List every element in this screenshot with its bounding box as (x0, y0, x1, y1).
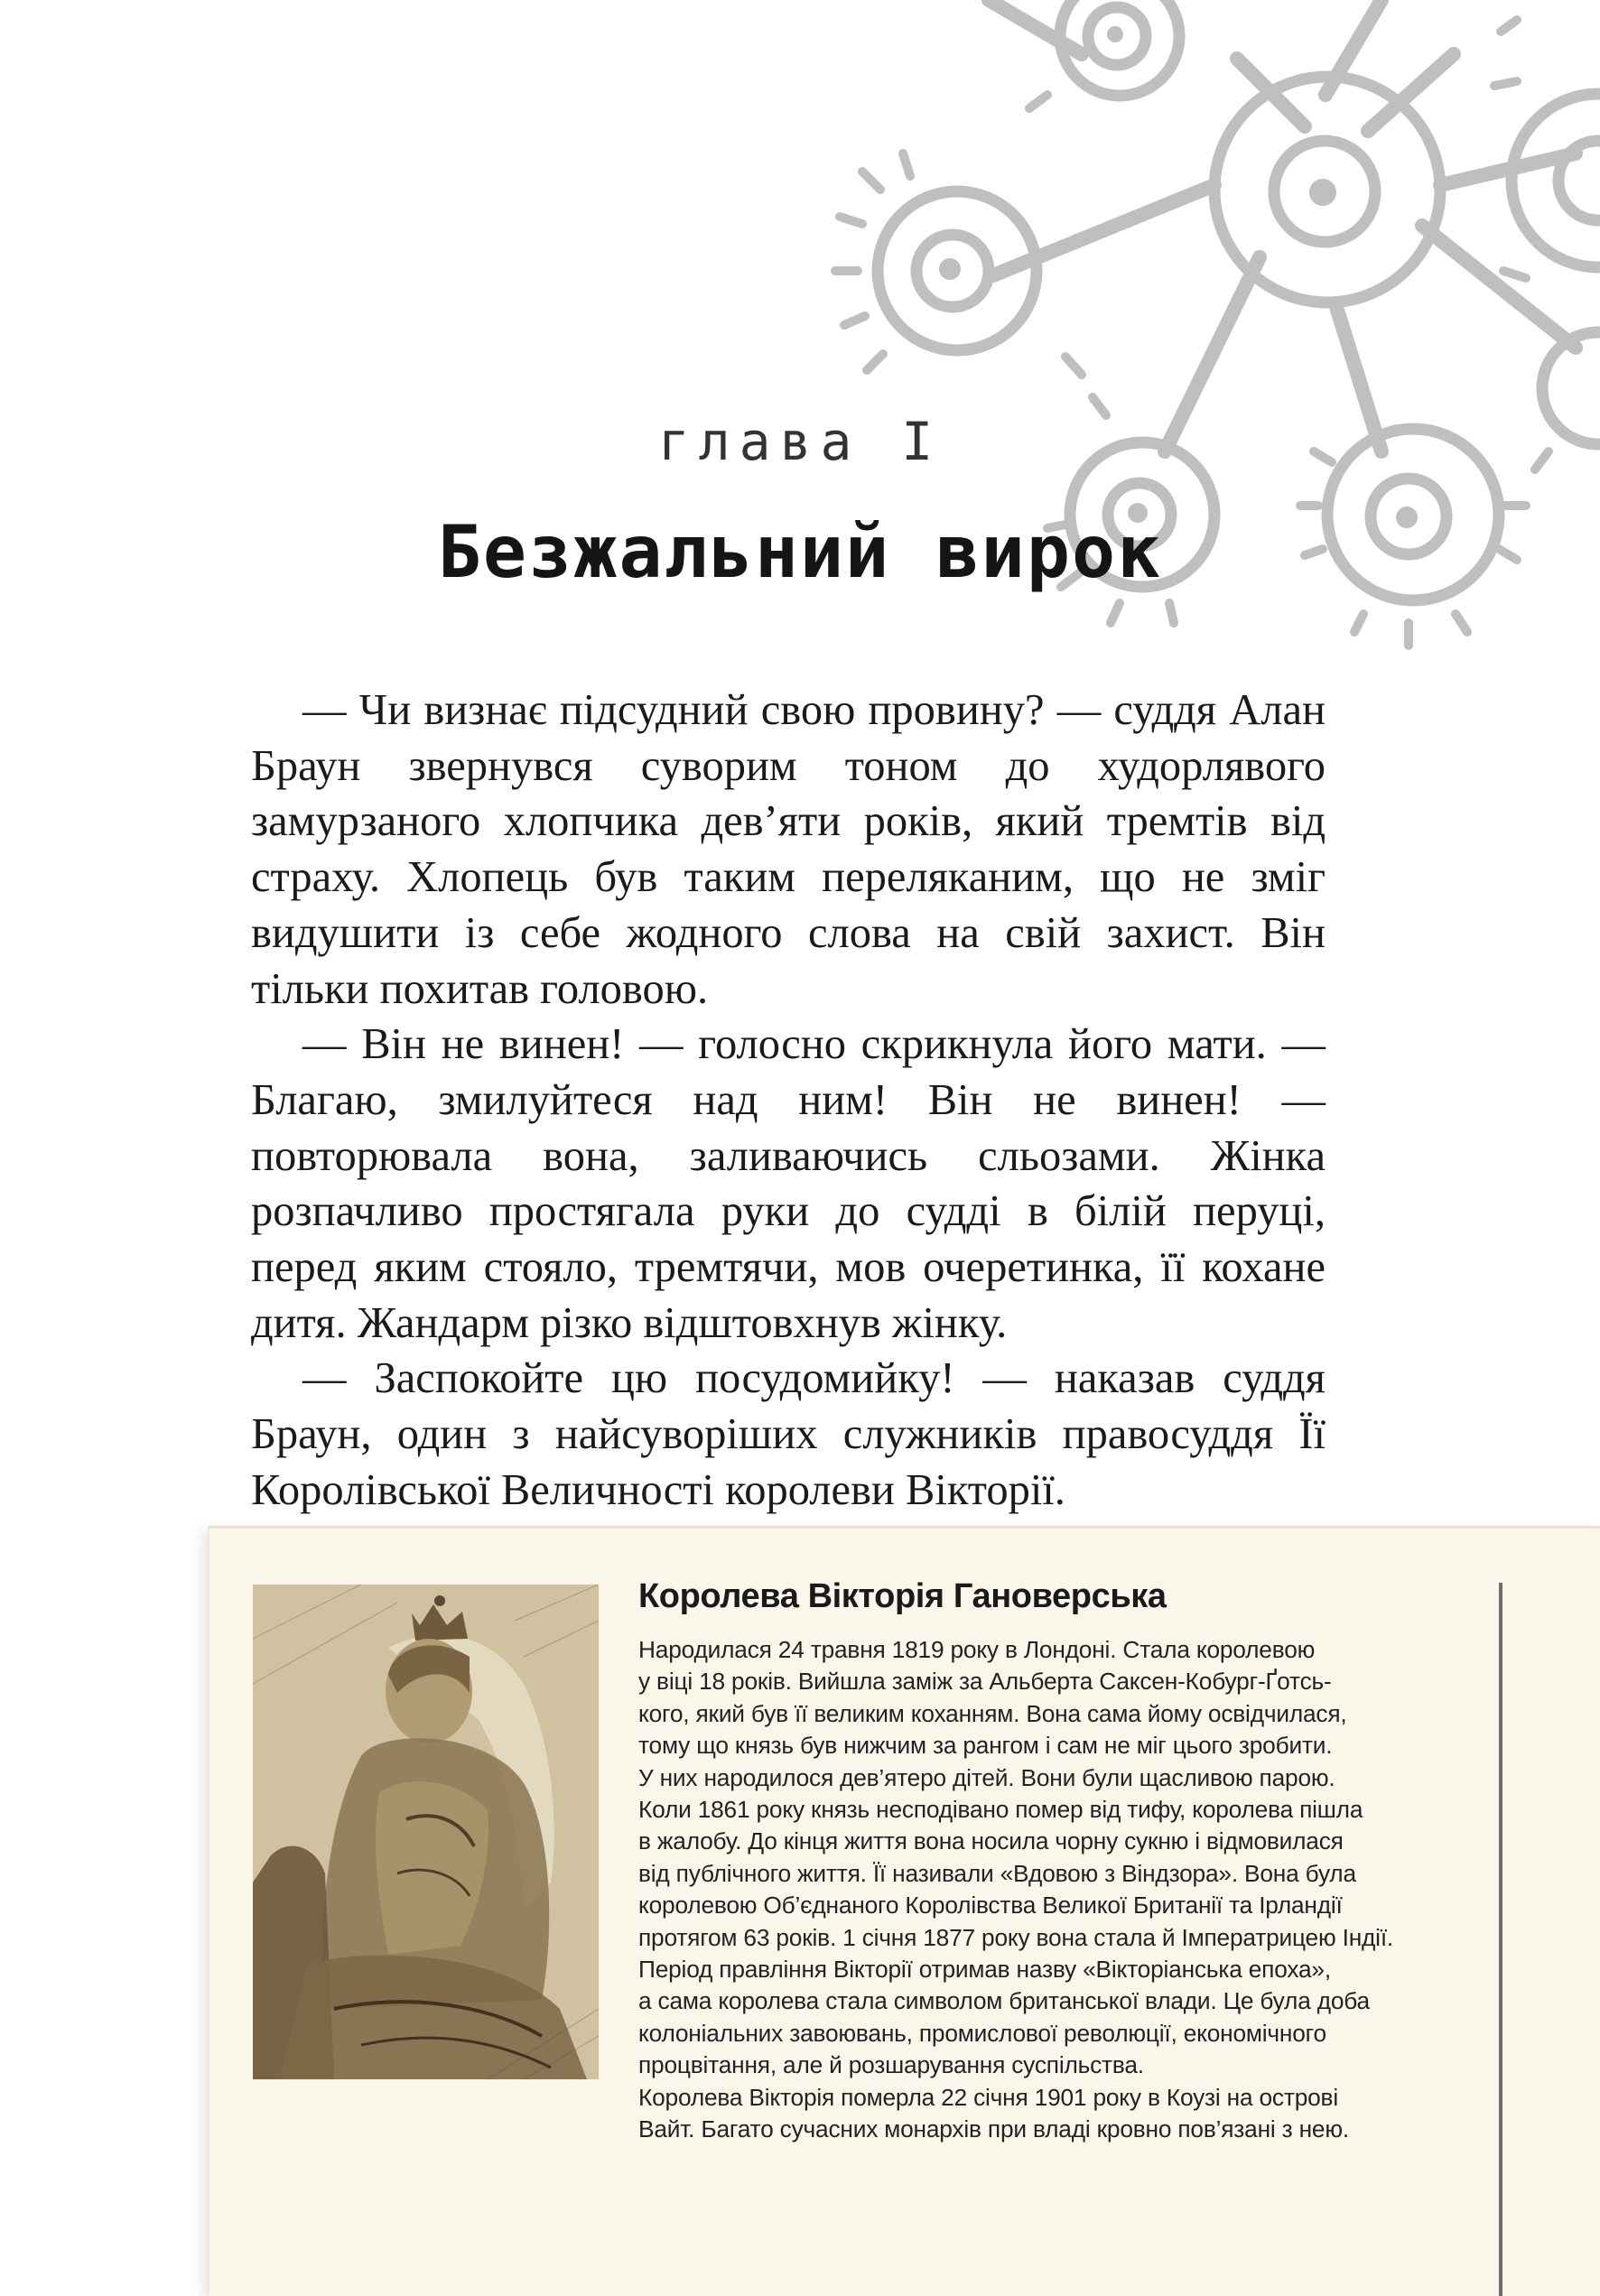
story-text (251, 683, 1326, 1519)
sidebar-line: у віці 18 років. Вийшла заміж за Альберта Саксен-Кобург-Ґотсь- (638, 1668, 1332, 1696)
sidebar-line: процвітання, але й розшарування суспільства. (638, 2051, 1144, 2079)
info-box (208, 1526, 1600, 2296)
sidebar-text (638, 1634, 1478, 2146)
chapter-title: Безжальний вирок (437, 510, 1163, 594)
sidebar-line: колоніальних завоювань, промислової революції, економічного (638, 2019, 1326, 2047)
sidebar-line: а сама королева стала символом британської влади. Це була доба (638, 1987, 1370, 2015)
sidebar-line: від публічного життя. Її називали «Вдовою з Віндзора». Вона була (638, 1859, 1356, 1887)
queen-victoria-portrait (253, 1585, 599, 2079)
story-paragraph: — Він не винен! — голосно скрикнула його мати. — Благаю, змилуйтеся над ним! Він не винен! — повторювала вона, заливаючись сльозами. Жінка розпачливо простягала руки до судді в білій перуці, перед яким стояло, тремтячи, мов очеретинка, її кохане дитя. Жандарм різко відштовхнув жінку. (251, 1020, 1326, 1347)
sidebar-line: королевою Об’єднаного Королівства Великої Британії та Ірландії (638, 1892, 1343, 1920)
sidebar-line: протягом 63 років. 1 січня 1877 року вона стала й Імператрицею Індії. (638, 1923, 1394, 1951)
sidebar-line: Вайт. Багато сучасних монархів при владі кровно пов’язані з нею. (638, 2115, 1349, 2143)
sidebar-line: Народилася 24 травня 1819 року в Лондоні. Стала королевою (638, 1636, 1316, 1663)
sidebar-line: в жалобу. До кінця життя вона носила чорну сукню і відмовилася (638, 1827, 1344, 1855)
box-divider (1499, 1583, 1502, 2296)
story-paragraph: — Заспокойте цю посудомийку! — наказав суддя Браун, один з найсуворіших служників правосуддя Її Королівської Величності королеви Вікторії. (251, 1354, 1326, 1514)
sidebar-line: У них народилося дев’ятеро дітей. Вони були щасливою парою. (638, 1763, 1335, 1791)
decorative-circles-ornament (777, 0, 1600, 722)
sidebar-line: кого, який був її великим коханням. Вона сама йому освідчилася, (638, 1699, 1347, 1727)
sidebar-line: Королева Вікторія померла 22 січня 1901 року в Коузі на острові (638, 2083, 1338, 2111)
chapter-label: глава I (657, 411, 943, 472)
sidebar-line: Період правління Вікторії отримав назву «Вікторіанська епоха», (638, 1956, 1331, 1984)
story-paragraph: — Чи визнає підсудний свою провину? — суддя Алан Браун звернувся суворим тоном до худорлявого замурзаного хлопчика дев’яти років, який тремтів від страху. Хлопець був таким переляканим, що не зміг видушити із себе жодного слова на свій захист. Він тільки похитав головою. (251, 686, 1326, 1013)
sidebar-title: Королева Вікторія Гановерська (638, 1577, 1167, 1615)
sidebar-line: Коли 1861 року князь несподівано помер від тифу, королева пішла (638, 1796, 1363, 1824)
sidebar-line: тому що князь був нижчим за рангом і сам не міг цього зробити. (638, 1732, 1333, 1760)
